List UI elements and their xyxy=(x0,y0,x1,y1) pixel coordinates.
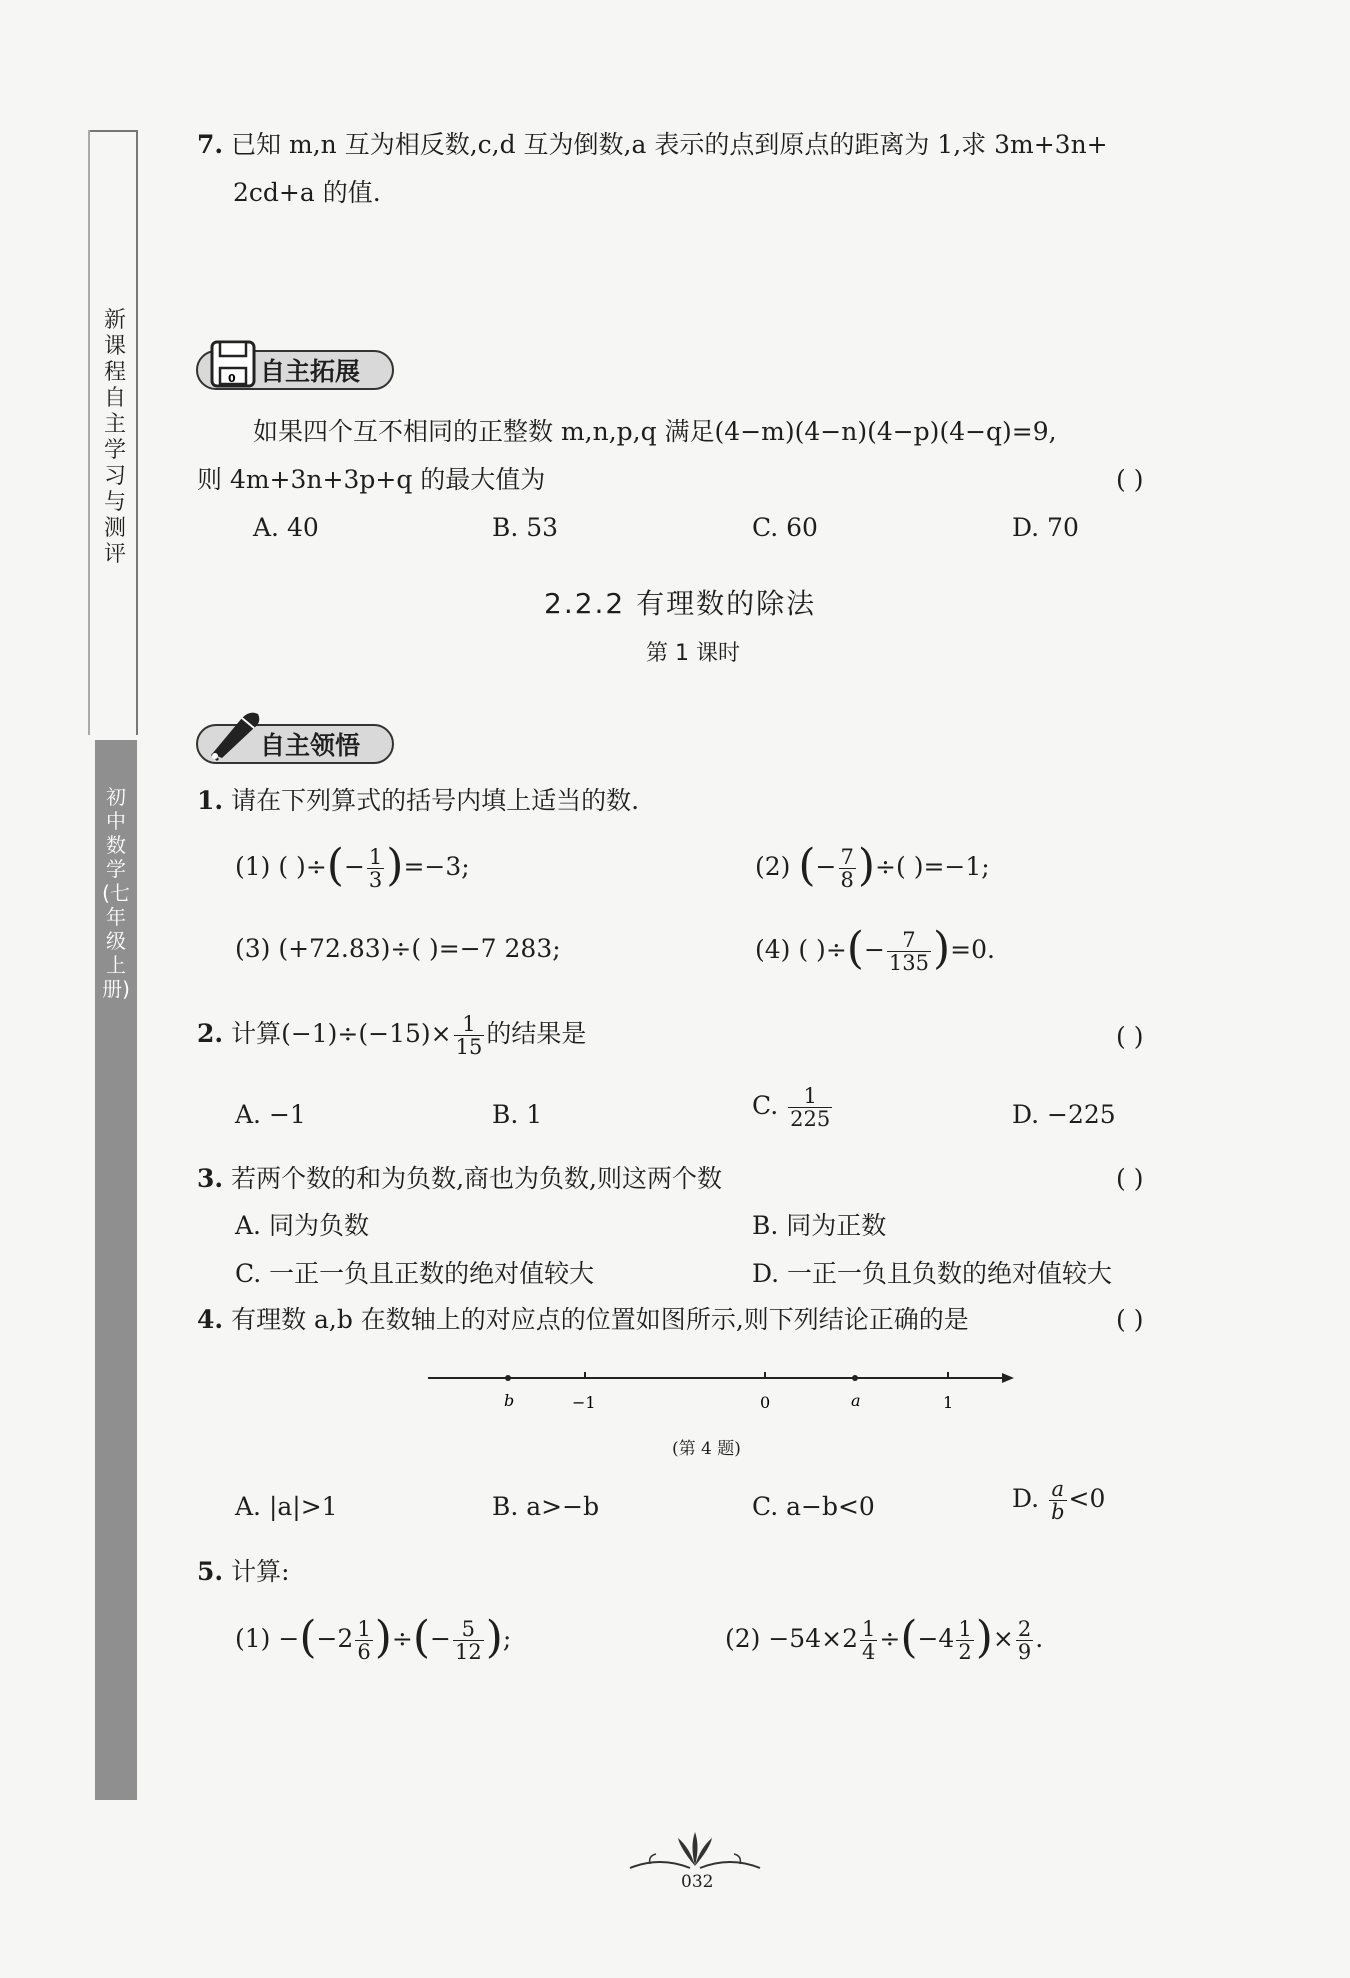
point-a xyxy=(852,1375,858,1381)
option-c: C. $\frac{1}{225}$ xyxy=(752,1084,831,1131)
page-number: 032 xyxy=(681,1872,714,1892)
q5-part2: (2) −54×2 $\frac{1}{4}$ ÷(−4 $\frac{1}{2}$ )× $\frac{2}{9}$ . xyxy=(725,1611,1044,1664)
fraction: $\frac{1}{225}$ xyxy=(790,1084,831,1131)
sidebar-book-title: 新课程自主学习与测评 xyxy=(103,308,126,567)
question-number: 1. xyxy=(197,786,224,815)
question-3 xyxy=(197,1162,722,1196)
question-2-stem: 计算(−1)÷(−15)× xyxy=(231,1019,452,1048)
fraction: $\frac{a}{b}$ xyxy=(1051,1477,1065,1524)
banner-label: 自主领悟 xyxy=(260,731,361,760)
label-b: b xyxy=(504,1391,515,1410)
extension-line1: 如果四个互不相同的正整数 m,n,p,q 满足(4−m)(4−n)(4−p)(4−q)=9, xyxy=(253,417,1057,446)
question-number: 3. xyxy=(197,1164,224,1193)
floppy-disk-icon xyxy=(208,338,260,392)
banner-label: 自主拓展 xyxy=(260,357,361,386)
question-5-stem: 计算: xyxy=(231,1557,290,1586)
option-a: A. 40 xyxy=(253,513,319,542)
figure-caption: (第 4 题) xyxy=(672,1439,741,1459)
answer-paren: ( ) xyxy=(1116,1305,1144,1334)
q1-part4: (4) ( )÷(− $\frac{7}{135}$ )=0. xyxy=(755,922,995,975)
q1-part2-text: (2) xyxy=(755,852,791,881)
axis-arrow-icon xyxy=(1002,1373,1014,1383)
option-b: B. a>−b xyxy=(492,1492,600,1521)
question-4-stem: 有理数 a,b 在数轴上的对应点的位置如图所示,则下列结论正确的是 xyxy=(231,1305,969,1334)
fraction: $\frac{1}{6}$ xyxy=(357,1617,371,1664)
question-1 xyxy=(197,784,639,818)
floral-ornament-icon xyxy=(620,1826,770,1876)
fraction: $\frac{1}{3}$ xyxy=(368,845,383,892)
question-number: 5. xyxy=(197,1557,224,1586)
q1-part1-tail: =−3; xyxy=(403,852,470,881)
point-b xyxy=(505,1375,511,1381)
question-5 xyxy=(197,1555,290,1589)
fraction: $\frac{7}{8}$ xyxy=(840,845,854,892)
fraction: $\frac{1}{2}$ xyxy=(958,1617,972,1664)
option-d: D. −225 xyxy=(1012,1100,1116,1129)
q1-part2-tail: ÷( )=−1; xyxy=(875,852,990,881)
option-b: B. 同为正数 xyxy=(752,1211,887,1240)
lesson-label: 第 1 课时 xyxy=(646,641,740,666)
fraction: $\frac{2}{9}$ xyxy=(1017,1617,1032,1664)
option-c: C. a−b<0 xyxy=(752,1492,875,1521)
option-d: D. $\frac{a}{b}$ <0 xyxy=(1012,1477,1106,1524)
section-banner-learning xyxy=(196,724,394,764)
fraction: $\frac{1}{15}$ xyxy=(455,1012,483,1059)
fraction: $\frac{5}{12}$ xyxy=(454,1617,482,1664)
q1-part4-text: (4) ( )÷ xyxy=(755,935,847,964)
question-2-tail: 的结果是 xyxy=(486,1019,587,1048)
option-a: A. −1 xyxy=(235,1100,306,1129)
option-c: C. 一正一负且正数的绝对值较大 xyxy=(235,1259,595,1288)
label-one: 1 xyxy=(943,1393,954,1412)
q1-part3: (3) (+72.83)÷( )=−7 283; xyxy=(235,934,561,963)
option-c: C. 60 xyxy=(752,513,818,542)
question-2 xyxy=(197,1013,586,1058)
q1-part4-tail: =0. xyxy=(950,935,995,964)
option-d: D. 一正一负且负数的绝对值较大 xyxy=(752,1259,1113,1288)
fraction: $\frac{7}{135}$ xyxy=(888,928,929,975)
answer-paren: ( ) xyxy=(1116,465,1144,494)
q1-part1-text: (1) ( )÷ xyxy=(235,852,327,881)
extension-line2: 则 4m+3n+3p+q 的最大值为 xyxy=(197,465,546,494)
label-zero: 0 xyxy=(760,1393,771,1412)
sidebar-grade-label: 初中数学(七年级上册) xyxy=(102,785,130,1001)
option-b: B. 53 xyxy=(492,513,559,542)
section-title: 2.2.2 有理数的除法 xyxy=(544,587,817,620)
question-1-stem: 请在下列算式的括号内填上适当的数. xyxy=(231,786,640,815)
option-b: B. 1 xyxy=(492,1100,543,1129)
number-line-figure xyxy=(420,1360,1020,1420)
q5-part1: (1) −(−2 $\frac{1}{6}$ )÷(− $\frac{5}{12}$ ); xyxy=(235,1611,512,1664)
option-a: A. |a|>1 xyxy=(235,1492,338,1521)
section-banner-extension xyxy=(196,350,394,390)
label-a: a xyxy=(851,1391,861,1410)
question-7-line1: 已知 m,n 互为相反数,c,d 互为倒数,a 表示的点到原点的距离为 1,求 3m+3n+ xyxy=(231,130,1108,159)
question-number: 2. xyxy=(197,1019,224,1048)
question-7-line2: 2cd+a 的值. xyxy=(233,178,381,207)
answer-paren: ( ) xyxy=(1116,1164,1144,1193)
answer-paren: ( ) xyxy=(1116,1022,1144,1051)
fraction: $\frac{1}{4}$ xyxy=(861,1617,876,1664)
question-7 xyxy=(197,128,1108,162)
sidebar-rule xyxy=(88,130,90,735)
question-4 xyxy=(197,1303,969,1337)
q1-part2: (2) (− $\frac{7}{8}$ )÷( )=−1; xyxy=(755,839,990,892)
option-a: A. 同为负数 xyxy=(235,1211,369,1240)
option-d: D. 70 xyxy=(1012,513,1079,542)
svg-text:0: 0 xyxy=(228,372,236,385)
q1-part1: (1) ( )÷(− $\frac{1}{3}$ )=−3; xyxy=(235,839,470,892)
label-minus-one: −1 xyxy=(572,1393,596,1412)
question-3-stem: 若两个数的和为负数,商也为负数,则这两个数 xyxy=(231,1164,722,1193)
question-number: 4. xyxy=(197,1305,224,1334)
question-number: 7. xyxy=(197,130,224,159)
pen-icon xyxy=(202,704,266,764)
